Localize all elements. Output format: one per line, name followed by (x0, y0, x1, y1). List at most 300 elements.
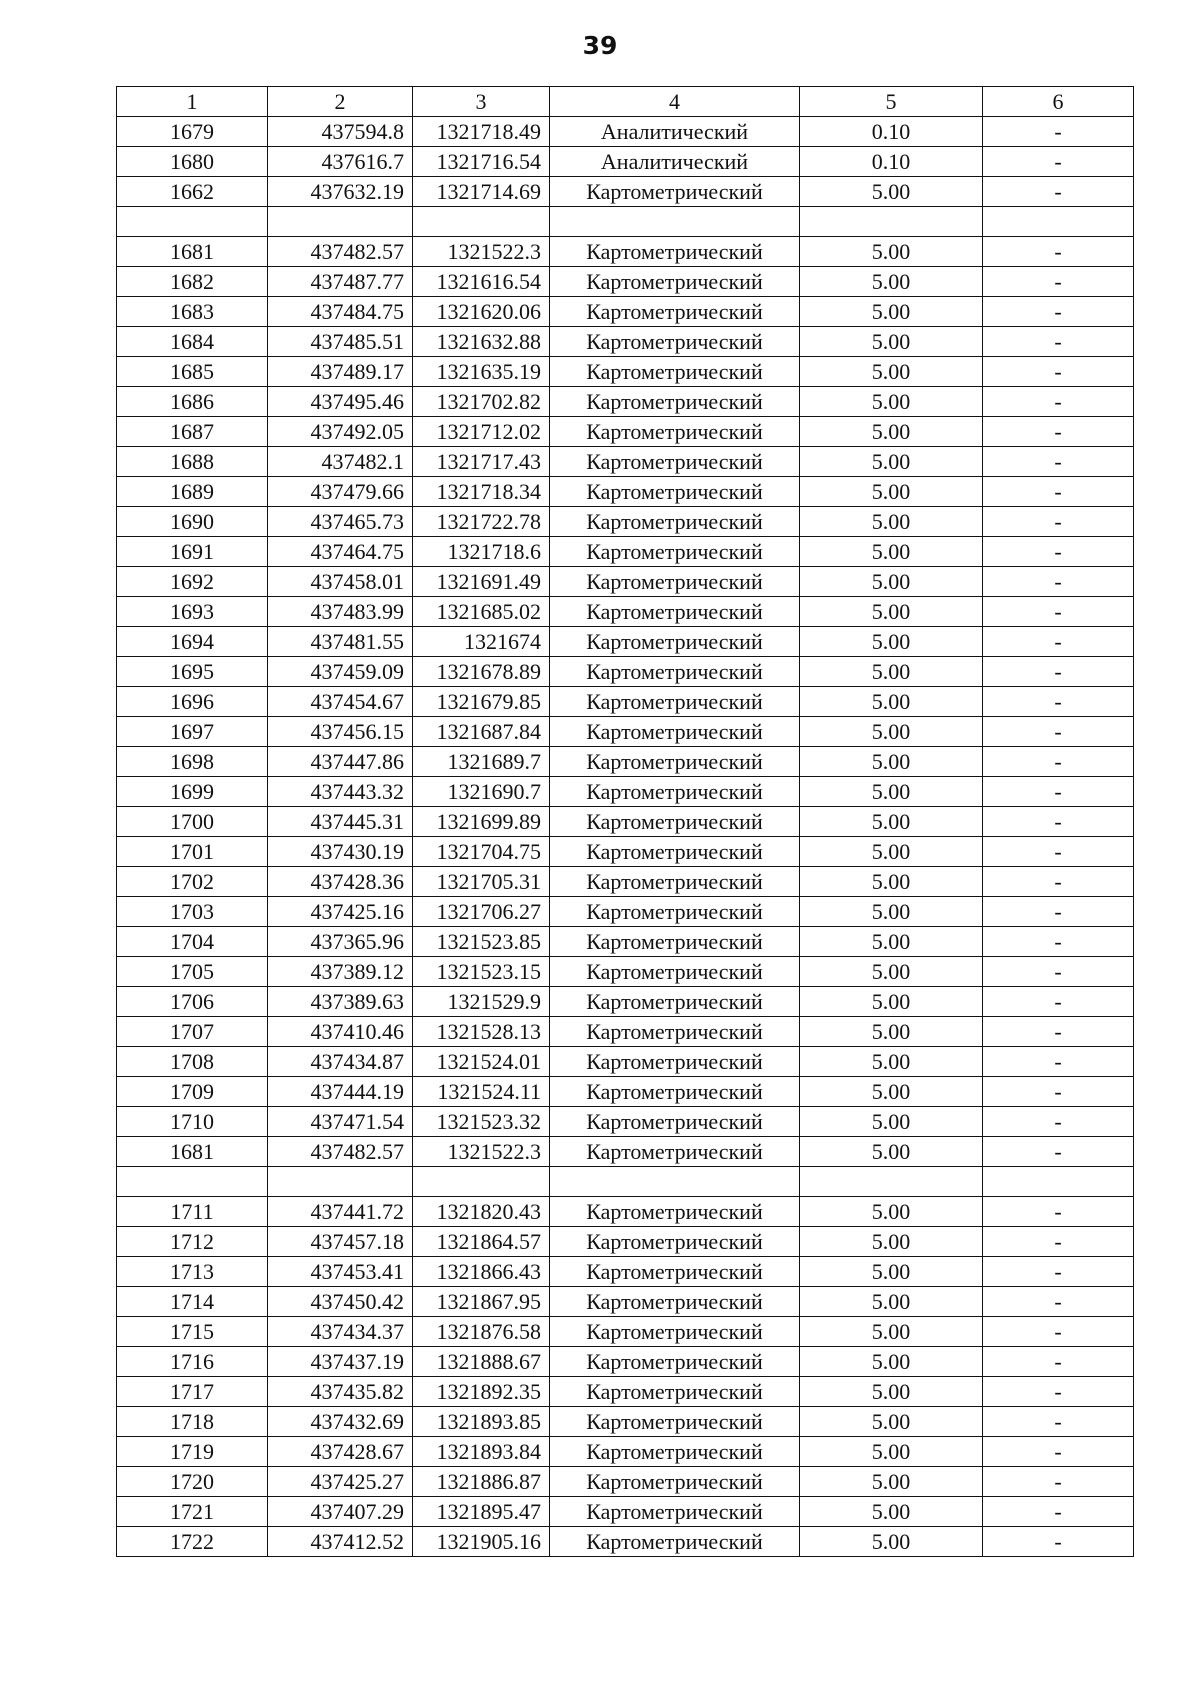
y-coordinate-cell: 1321687.84 (413, 717, 550, 747)
accuracy-cell: 5.00 (800, 1257, 983, 1287)
method-cell: Картометрический (550, 1317, 800, 1347)
note-cell: - (983, 747, 1134, 777)
note-cell: - (983, 1047, 1134, 1077)
method-cell: Картометрический (550, 687, 800, 717)
header-cell-2: 2 (268, 87, 413, 117)
y-coordinate-cell: 1321895.47 (413, 1497, 550, 1527)
x-coordinate-cell: 437479.66 (268, 477, 413, 507)
table-row (117, 807, 1134, 837)
point-number-cell: 1702 (117, 867, 268, 897)
y-coordinate-cell: 1321705.31 (413, 867, 550, 897)
method-cell: Картометрический (550, 1107, 800, 1137)
table-row (117, 1467, 1134, 1497)
x-coordinate-cell: 437457.18 (268, 1227, 413, 1257)
accuracy-cell: 5.00 (800, 1227, 983, 1257)
y-coordinate-cell: 1321716.54 (413, 147, 550, 177)
note-cell: - (983, 717, 1134, 747)
y-coordinate-cell (413, 207, 550, 237)
table-row (117, 147, 1134, 177)
method-cell: Картометрический (550, 297, 800, 327)
table-row (117, 777, 1134, 807)
table-separator-row (117, 207, 1134, 237)
method-cell: Картометрический (550, 987, 800, 1017)
table-row (117, 1227, 1134, 1257)
y-coordinate-cell (413, 1167, 550, 1197)
accuracy-cell (800, 1167, 983, 1197)
point-number-cell: 1679 (117, 117, 268, 147)
method-cell: Картометрический (550, 1467, 800, 1497)
table-row (117, 1107, 1134, 1137)
x-coordinate-cell: 437450.42 (268, 1287, 413, 1317)
header-cell-4: 4 (550, 87, 800, 117)
x-coordinate-cell: 437594.8 (268, 117, 413, 147)
y-coordinate-cell: 1321706.27 (413, 897, 550, 927)
y-coordinate-cell: 1321864.57 (413, 1227, 550, 1257)
header-cell-5: 5 (800, 87, 983, 117)
x-coordinate-cell: 437485.51 (268, 327, 413, 357)
point-number-cell: 1694 (117, 627, 268, 657)
point-number-cell: 1714 (117, 1287, 268, 1317)
note-cell: - (983, 987, 1134, 1017)
method-cell: Картометрический (550, 477, 800, 507)
note-cell: - (983, 537, 1134, 567)
x-coordinate-cell: 437456.15 (268, 717, 413, 747)
x-coordinate-cell: 437481.55 (268, 627, 413, 657)
x-coordinate-cell: 437425.16 (268, 897, 413, 927)
accuracy-cell: 5.00 (800, 1047, 983, 1077)
note-cell: - (983, 1197, 1134, 1227)
accuracy-cell: 5.00 (800, 567, 983, 597)
x-coordinate-cell: 437447.86 (268, 747, 413, 777)
point-number-cell (117, 1167, 268, 1197)
note-cell: - (983, 267, 1134, 297)
x-coordinate-cell: 437458.01 (268, 567, 413, 597)
point-number-cell: 1688 (117, 447, 268, 477)
y-coordinate-cell: 1321524.01 (413, 1047, 550, 1077)
x-coordinate-cell: 437434.37 (268, 1317, 413, 1347)
method-cell: Картометрический (550, 1407, 800, 1437)
table-row (117, 657, 1134, 687)
accuracy-cell: 5.00 (800, 927, 983, 957)
y-coordinate-cell: 1321876.58 (413, 1317, 550, 1347)
point-number-cell: 1690 (117, 507, 268, 537)
note-cell: - (983, 1227, 1134, 1257)
table-row (117, 1407, 1134, 1437)
note-cell: - (983, 177, 1134, 207)
method-cell: Картометрический (550, 1137, 800, 1167)
point-number-cell: 1705 (117, 957, 268, 987)
point-number-cell: 1683 (117, 297, 268, 327)
accuracy-cell: 5.00 (800, 1347, 983, 1377)
y-coordinate-cell: 1321893.84 (413, 1437, 550, 1467)
point-number-cell: 1693 (117, 597, 268, 627)
page-number: 39 (582, 31, 618, 60)
x-coordinate-cell: 437482.57 (268, 237, 413, 267)
table-row (117, 387, 1134, 417)
note-cell: - (983, 627, 1134, 657)
note-cell: - (983, 417, 1134, 447)
note-cell: - (983, 777, 1134, 807)
method-cell: Картометрический (550, 417, 800, 447)
note-cell: - (983, 1287, 1134, 1317)
x-coordinate-cell: 437632.19 (268, 177, 413, 207)
table-row (117, 1497, 1134, 1527)
table-row (117, 1197, 1134, 1227)
table-row (117, 507, 1134, 537)
x-coordinate-cell: 437434.87 (268, 1047, 413, 1077)
note-cell (983, 1167, 1134, 1197)
table-row (117, 297, 1134, 327)
header-cell-6: 6 (983, 87, 1134, 117)
x-coordinate-cell: 437616.7 (268, 147, 413, 177)
method-cell: Картометрический (550, 1257, 800, 1287)
point-number-cell: 1699 (117, 777, 268, 807)
accuracy-cell: 5.00 (800, 417, 983, 447)
table-row (117, 267, 1134, 297)
point-number-cell: 1695 (117, 657, 268, 687)
table-row (117, 177, 1134, 207)
x-coordinate-cell: 437441.72 (268, 1197, 413, 1227)
accuracy-cell: 5.00 (800, 537, 983, 567)
method-cell: Картометрический (550, 1527, 800, 1557)
accuracy-cell: 5.00 (800, 867, 983, 897)
x-coordinate-cell: 437453.41 (268, 1257, 413, 1287)
note-cell: - (983, 1107, 1134, 1137)
table-row (117, 1137, 1134, 1167)
point-number-cell: 1696 (117, 687, 268, 717)
table-row (117, 987, 1134, 1017)
point-number-cell: 1700 (117, 807, 268, 837)
y-coordinate-cell: 1321523.15 (413, 957, 550, 987)
table-header-row (117, 87, 1134, 117)
method-cell: Картометрический (550, 1017, 800, 1047)
y-coordinate-cell: 1321679.85 (413, 687, 550, 717)
note-cell: - (983, 387, 1134, 417)
y-coordinate-cell: 1321620.06 (413, 297, 550, 327)
point-number-cell: 1680 (117, 147, 268, 177)
table-row (117, 117, 1134, 147)
note-cell: - (983, 1317, 1134, 1347)
x-coordinate-cell: 437437.19 (268, 1347, 413, 1377)
method-cell: Картометрический (550, 177, 800, 207)
point-number-cell (117, 207, 268, 237)
table-row (117, 957, 1134, 987)
point-number-cell: 1689 (117, 477, 268, 507)
y-coordinate-cell: 1321717.43 (413, 447, 550, 477)
y-coordinate-cell: 1321714.69 (413, 177, 550, 207)
accuracy-cell: 5.00 (800, 1407, 983, 1437)
method-cell (550, 1167, 800, 1197)
accuracy-cell: 5.00 (800, 447, 983, 477)
note-cell (983, 207, 1134, 237)
method-cell: Картометрический (550, 1347, 800, 1377)
y-coordinate-cell: 1321524.11 (413, 1077, 550, 1107)
table-row (117, 1317, 1134, 1347)
point-number-cell: 1721 (117, 1497, 268, 1527)
note-cell: - (983, 447, 1134, 477)
accuracy-cell: 5.00 (800, 807, 983, 837)
note-cell: - (983, 1497, 1134, 1527)
method-cell: Картометрический (550, 1497, 800, 1527)
accuracy-cell: 5.00 (800, 177, 983, 207)
x-coordinate-cell: 437410.46 (268, 1017, 413, 1047)
accuracy-cell: 5.00 (800, 1107, 983, 1137)
note-cell: - (983, 687, 1134, 717)
table-row (117, 687, 1134, 717)
note-cell: - (983, 567, 1134, 597)
method-cell: Картометрический (550, 1077, 800, 1107)
point-number-cell: 1691 (117, 537, 268, 567)
point-number-cell: 1710 (117, 1107, 268, 1137)
accuracy-cell: 5.00 (800, 627, 983, 657)
point-number-cell: 1682 (117, 267, 268, 297)
accuracy-cell: 5.00 (800, 1437, 983, 1467)
x-coordinate-cell: 437428.36 (268, 867, 413, 897)
accuracy-cell: 5.00 (800, 297, 983, 327)
point-number-cell: 1717 (117, 1377, 268, 1407)
table-row (117, 327, 1134, 357)
table-row (117, 417, 1134, 447)
accuracy-cell: 5.00 (800, 1197, 983, 1227)
y-coordinate-cell: 1321886.87 (413, 1467, 550, 1497)
table-row (117, 1527, 1134, 1557)
x-coordinate-cell: 437407.29 (268, 1497, 413, 1527)
table-row (117, 1437, 1134, 1467)
x-coordinate-cell: 437435.82 (268, 1377, 413, 1407)
point-number-cell: 1715 (117, 1317, 268, 1347)
point-number-cell: 1720 (117, 1467, 268, 1497)
x-coordinate-cell: 437445.31 (268, 807, 413, 837)
y-coordinate-cell: 1321529.9 (413, 987, 550, 1017)
point-number-cell: 1712 (117, 1227, 268, 1257)
x-coordinate-cell: 437483.99 (268, 597, 413, 627)
table-row (117, 1047, 1134, 1077)
y-coordinate-cell: 1321704.75 (413, 837, 550, 867)
accuracy-cell: 5.00 (800, 1527, 983, 1557)
accuracy-cell (800, 207, 983, 237)
note-cell: - (983, 477, 1134, 507)
y-coordinate-cell: 1321691.49 (413, 567, 550, 597)
y-coordinate-cell: 1321522.3 (413, 237, 550, 267)
point-number-cell: 1704 (117, 927, 268, 957)
method-cell: Картометрический (550, 327, 800, 357)
method-cell: Картометрический (550, 897, 800, 927)
accuracy-cell: 5.00 (800, 237, 983, 267)
point-number-cell: 1685 (117, 357, 268, 387)
x-coordinate-cell: 437482.57 (268, 1137, 413, 1167)
table-row (117, 1257, 1134, 1287)
method-cell: Картометрический (550, 1287, 800, 1317)
note-cell: - (983, 507, 1134, 537)
y-coordinate-cell: 1321718.49 (413, 117, 550, 147)
y-coordinate-cell: 1321523.85 (413, 927, 550, 957)
note-cell: - (983, 927, 1134, 957)
y-coordinate-cell: 1321722.78 (413, 507, 550, 537)
method-cell: Картометрический (550, 867, 800, 897)
accuracy-cell: 5.00 (800, 1077, 983, 1107)
note-cell: - (983, 1347, 1134, 1377)
method-cell: Картометрический (550, 567, 800, 597)
point-number-cell: 1681 (117, 1137, 268, 1167)
table-row (117, 1017, 1134, 1047)
accuracy-cell: 5.00 (800, 387, 983, 417)
note-cell: - (983, 237, 1134, 267)
note-cell: - (983, 1257, 1134, 1287)
method-cell: Картометрический (550, 657, 800, 687)
method-cell: Картометрический (550, 447, 800, 477)
table-separator-row (117, 1167, 1134, 1197)
point-number-cell: 1706 (117, 987, 268, 1017)
table-row (117, 1287, 1134, 1317)
note-cell: - (983, 1437, 1134, 1467)
point-number-cell: 1711 (117, 1197, 268, 1227)
header-cell-3: 3 (413, 87, 550, 117)
note-cell: - (983, 657, 1134, 687)
table-row (117, 1377, 1134, 1407)
accuracy-cell: 5.00 (800, 987, 983, 1017)
x-coordinate-cell: 437484.75 (268, 297, 413, 327)
point-number-cell: 1709 (117, 1077, 268, 1107)
method-cell: Картометрический (550, 627, 800, 657)
point-number-cell: 1722 (117, 1527, 268, 1557)
y-coordinate-cell: 1321893.85 (413, 1407, 550, 1437)
table-row (117, 537, 1134, 567)
point-number-cell: 1707 (117, 1017, 268, 1047)
table-row (117, 627, 1134, 657)
note-cell: - (983, 1377, 1134, 1407)
method-cell: Картометрический (550, 957, 800, 987)
y-coordinate-cell: 1321690.7 (413, 777, 550, 807)
y-coordinate-cell: 1321820.43 (413, 1197, 550, 1227)
table-row (117, 1347, 1134, 1377)
x-coordinate-cell: 437389.12 (268, 957, 413, 987)
note-cell: - (983, 867, 1134, 897)
x-coordinate-cell: 437428.67 (268, 1437, 413, 1467)
x-coordinate-cell: 437459.09 (268, 657, 413, 687)
accuracy-cell: 5.00 (800, 267, 983, 297)
accuracy-cell: 0.10 (800, 147, 983, 177)
point-number-cell: 1718 (117, 1407, 268, 1437)
point-number-cell: 1701 (117, 837, 268, 867)
point-number-cell: 1708 (117, 1047, 268, 1077)
point-number-cell: 1681 (117, 237, 268, 267)
y-coordinate-cell: 1321905.16 (413, 1527, 550, 1557)
accuracy-cell: 5.00 (800, 1017, 983, 1047)
y-coordinate-cell: 1321528.13 (413, 1017, 550, 1047)
y-coordinate-cell: 1321892.35 (413, 1377, 550, 1407)
note-cell: - (983, 807, 1134, 837)
method-cell: Аналитический (550, 117, 800, 147)
header-cell-1: 1 (117, 87, 268, 117)
table-row (117, 237, 1134, 267)
method-cell: Картометрический (550, 927, 800, 957)
method-cell: Картометрический (550, 837, 800, 867)
y-coordinate-cell: 1321678.89 (413, 657, 550, 687)
x-coordinate-cell: 437365.96 (268, 927, 413, 957)
x-coordinate-cell: 437389.63 (268, 987, 413, 1017)
method-cell: Картометрический (550, 1197, 800, 1227)
x-coordinate-cell: 437495.46 (268, 387, 413, 417)
method-cell: Картометрический (550, 1377, 800, 1407)
accuracy-cell: 5.00 (800, 1377, 983, 1407)
accuracy-cell: 0.10 (800, 117, 983, 147)
note-cell: - (983, 147, 1134, 177)
point-number-cell: 1719 (117, 1437, 268, 1467)
accuracy-cell: 5.00 (800, 657, 983, 687)
point-number-cell: 1716 (117, 1347, 268, 1377)
y-coordinate-cell: 1321712.02 (413, 417, 550, 447)
accuracy-cell: 5.00 (800, 687, 983, 717)
method-cell: Картометрический (550, 387, 800, 417)
y-coordinate-cell: 1321635.19 (413, 357, 550, 387)
y-coordinate-cell: 1321702.82 (413, 387, 550, 417)
table-row (117, 717, 1134, 747)
y-coordinate-cell: 1321616.54 (413, 267, 550, 297)
note-cell: - (983, 297, 1134, 327)
table-row (117, 1077, 1134, 1107)
accuracy-cell: 5.00 (800, 327, 983, 357)
note-cell: - (983, 897, 1134, 927)
point-number-cell: 1697 (117, 717, 268, 747)
y-coordinate-cell: 1321867.95 (413, 1287, 550, 1317)
accuracy-cell: 5.00 (800, 1497, 983, 1527)
point-number-cell: 1703 (117, 897, 268, 927)
y-coordinate-cell: 1321718.34 (413, 477, 550, 507)
note-cell: - (983, 1017, 1134, 1047)
accuracy-cell: 5.00 (800, 957, 983, 987)
accuracy-cell: 5.00 (800, 897, 983, 927)
x-coordinate-cell: 437464.75 (268, 537, 413, 567)
x-coordinate-cell: 437489.17 (268, 357, 413, 387)
y-coordinate-cell: 1321866.43 (413, 1257, 550, 1287)
method-cell: Картометрический (550, 777, 800, 807)
y-coordinate-cell: 1321674 (413, 627, 550, 657)
table-row (117, 747, 1134, 777)
note-cell: - (983, 1527, 1134, 1557)
table-row (117, 897, 1134, 927)
table-row (117, 597, 1134, 627)
note-cell: - (983, 597, 1134, 627)
y-coordinate-cell: 1321523.32 (413, 1107, 550, 1137)
accuracy-cell: 5.00 (800, 1287, 983, 1317)
accuracy-cell: 5.00 (800, 477, 983, 507)
accuracy-cell: 5.00 (800, 1317, 983, 1347)
y-coordinate-cell: 1321632.88 (413, 327, 550, 357)
note-cell: - (983, 957, 1134, 987)
x-coordinate-cell (268, 207, 413, 237)
method-cell: Картометрический (550, 747, 800, 777)
method-cell: Картометрический (550, 807, 800, 837)
accuracy-cell: 5.00 (800, 777, 983, 807)
y-coordinate-cell: 1321888.67 (413, 1347, 550, 1377)
method-cell: Картометрический (550, 717, 800, 747)
accuracy-cell: 5.00 (800, 1137, 983, 1167)
method-cell: Картометрический (550, 507, 800, 537)
note-cell: - (983, 1467, 1134, 1497)
point-number-cell: 1684 (117, 327, 268, 357)
point-number-cell: 1698 (117, 747, 268, 777)
accuracy-cell: 5.00 (800, 717, 983, 747)
table-row (117, 927, 1134, 957)
point-number-cell: 1687 (117, 417, 268, 447)
note-cell: - (983, 1077, 1134, 1107)
y-coordinate-cell: 1321689.7 (413, 747, 550, 777)
x-coordinate-cell: 437454.67 (268, 687, 413, 717)
accuracy-cell: 5.00 (800, 357, 983, 387)
y-coordinate-cell: 1321699.89 (413, 807, 550, 837)
table-row (117, 477, 1134, 507)
method-cell: Картометрический (550, 267, 800, 297)
